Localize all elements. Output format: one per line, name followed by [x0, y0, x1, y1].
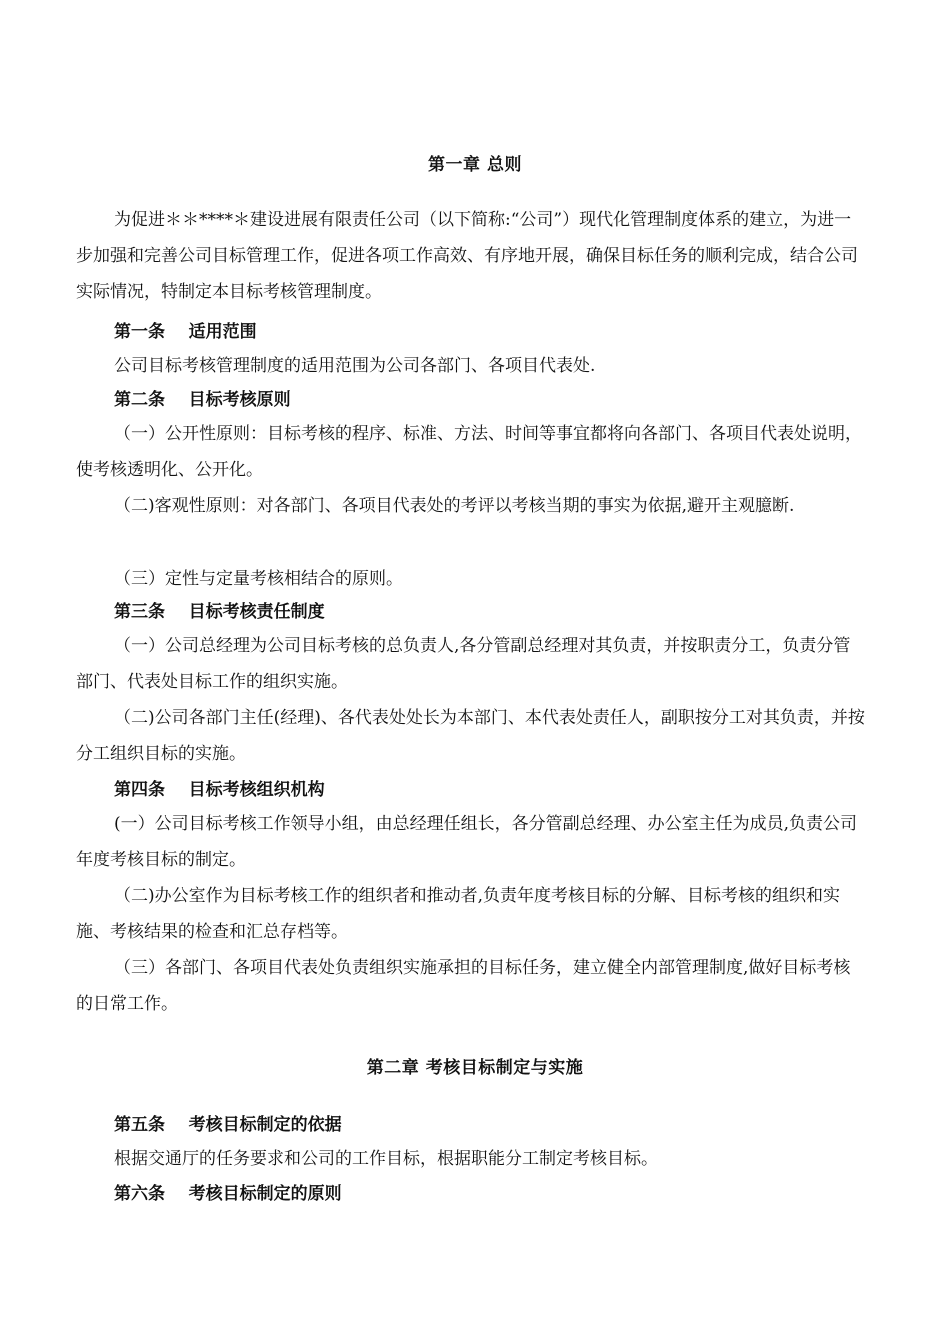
article-1-text: 公司目标考核管理制度的适用范围为公司各部门、各项目代表处.: [114, 356, 596, 376]
article-3-para-1: （一）公司总经理为公司目标考核的总负责人,各分管副总经理对其负责，并按职责分工，负责分管部门、代表处目标工作的组织实施。: [76, 636, 851, 692]
article-5-title: 第五条 考核目标制定的依据: [114, 1115, 342, 1135]
article-2-title: 第二条 目标考核原则: [114, 390, 291, 410]
article-1-title: 第一条 适用范围: [114, 322, 257, 342]
article-3-para-2: （二)公司各部门主任(经理)、各代表处处长为本部门、本代表处责任人，副职按分工对其负责，并按分工组织目标的实施。: [76, 708, 865, 764]
article-4-para-1: (一）公司目标考核工作领导小组，由总经理任组长，各分管副总经理、办公室主任为成员,负责公司年度考核目标的制定。: [76, 814, 858, 870]
chapter-2-title: 第二章 考核目标制定与实施: [366, 1058, 584, 1078]
article-4-para-3: （三）各部门、各项目代表处负责组织实施承担的目标任务，建立健全内部管理制度,做好目标考核的日常工作。: [76, 958, 851, 1014]
article-4-para-2: （二)办公室作为目标考核工作的组织者和推动者,负责年度考核目标的分解、目标考核的组织和实施、考核结果的检查和汇总存档等。: [76, 886, 841, 942]
intro-paragraph: 为促进＊＊****＊建设进展有限责任公司（以下简称:“公司”）现代化管理制度体系的建立，为进一步加强和完善公司目标管理工作，促进各项工作高效、有序地开展，确保目标任务的顺利完成，结合公司实际情况，特制定本目标考核管理制度。: [76, 210, 858, 302]
article-4-title: 第四条 目标考核组织机构: [114, 780, 325, 800]
article-6-title: 第六条 考核目标制定的原则: [114, 1184, 342, 1204]
article-2-para-1: （一）公开性原则：目标考核的程序、标准、方法、时间等事宜都将向各部门、各项目代表处说明，使考核透明化、公开化。: [76, 424, 862, 480]
article-2-para-2: （二)客观性原则：对各部门、各项目代表处的考评以考核当期的事实为依据,避开主观臆断.: [114, 496, 795, 516]
article-5-text: 根据交通厅的任务要求和公司的工作目标，根据职能分工制定考核目标。: [114, 1149, 658, 1169]
article-3-title: 第三条 目标考核责任制度: [114, 602, 325, 622]
article-2-para-3: （三）定性与定量考核相结合的原则。: [114, 569, 403, 589]
chapter-1-title: 第一章 总则: [428, 155, 522, 175]
